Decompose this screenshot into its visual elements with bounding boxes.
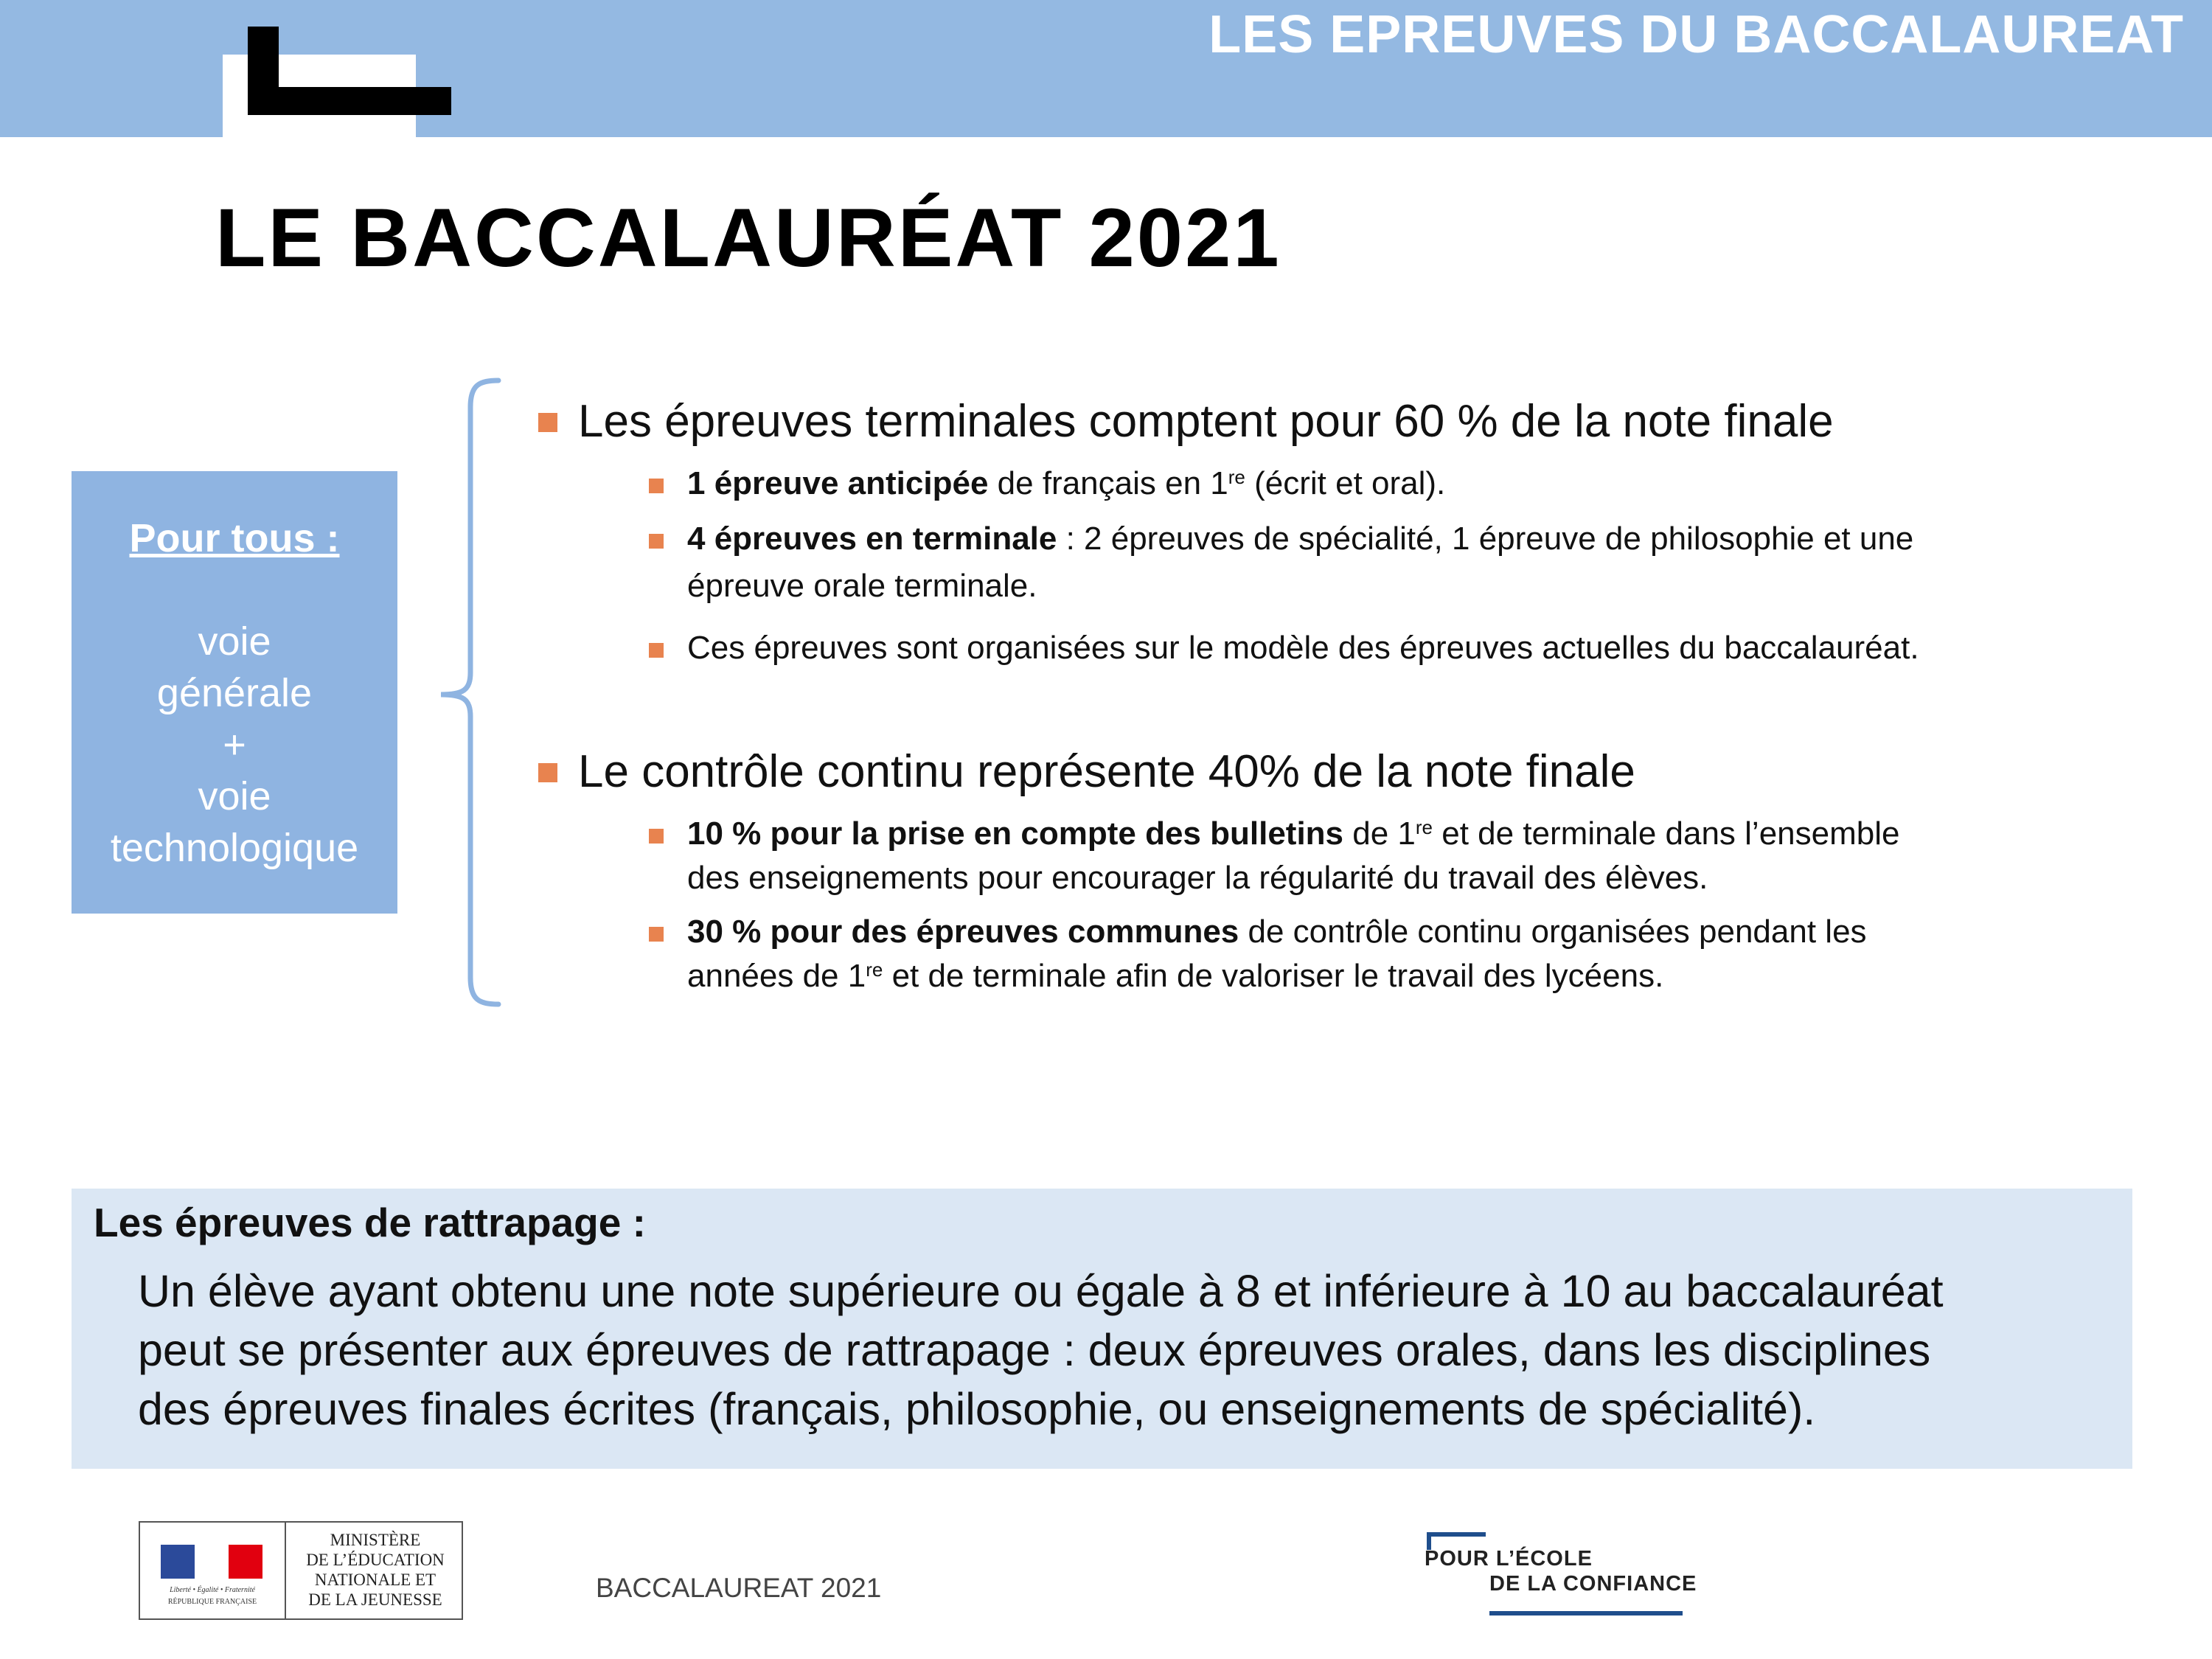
audience-line: voie <box>198 774 271 818</box>
rattrapage-box <box>72 1189 2132 1469</box>
bullet-square-icon <box>649 643 664 658</box>
rattrapage-title: Les épreuves de rattrapage : <box>94 1200 646 1245</box>
page-title: LE BACCALAURÉAT 2021 <box>215 192 1281 284</box>
rattrapage-line: peut se présenter aux épreuves de rattrapage : deux épreuves orales, dans les disciplines <box>138 1325 1931 1375</box>
logo-mark-horizontal <box>248 87 451 115</box>
audience-box <box>72 471 397 914</box>
bullet-square-icon <box>649 534 664 549</box>
curly-brace <box>434 378 515 1007</box>
rattrapage-line: des épreuves finales écrites (français, philosophie, ou enseignements de spécialité). <box>138 1384 1816 1434</box>
audience-line: générale <box>156 671 313 715</box>
audience-line: technologique <box>110 826 359 870</box>
bullet-square-icon <box>538 413 557 432</box>
ecole-logo-line1: POUR L’ÉCOLE <box>1425 1547 1593 1571</box>
audience-line: voie <box>198 619 271 664</box>
ecole-logo-mark <box>1427 1532 1486 1537</box>
section-title: LES EPREUVES DU BACCALAUREAT <box>1208 5 2184 64</box>
ministry-name: MINISTÈRE DE L’ÉDUCATION NATIONALE ET DE LA JEUNESSE <box>306 1531 445 1609</box>
logo-divider <box>285 1523 286 1618</box>
republic-motto: Liberté • Égalité • Fraternité <box>170 1586 255 1594</box>
section-heading: Les épreuves terminales comptent pour 60 % de la note finale <box>538 395 1834 448</box>
bullet-square-icon <box>538 763 557 782</box>
ministry-logo <box>139 1521 463 1620</box>
section-heading: Le contrôle continu représente 40% de la note finale <box>538 745 1635 798</box>
ecole-logo-underline <box>1489 1611 1683 1615</box>
republic-label: RÉPUBLIQUE FRANÇAISE <box>167 1598 257 1606</box>
bullet-square-icon <box>649 927 664 942</box>
audience-heading: Pour tous : <box>129 516 340 560</box>
rattrapage-line: Un élève ayant obtenu une note supérieure ou égale à 8 et inférieure à 10 au baccalauréat <box>138 1266 1944 1316</box>
audience-lines <box>72 616 397 874</box>
bullet-square-icon <box>649 479 664 493</box>
audience-line: + <box>223 723 246 767</box>
bullet-square-icon <box>649 829 664 844</box>
marianne-flag-icon <box>161 1545 262 1579</box>
ecole-logo-line2: DE LA CONFIANCE <box>1489 1572 1697 1596</box>
footer-label: BACCALAUREAT 2021 <box>596 1573 882 1603</box>
